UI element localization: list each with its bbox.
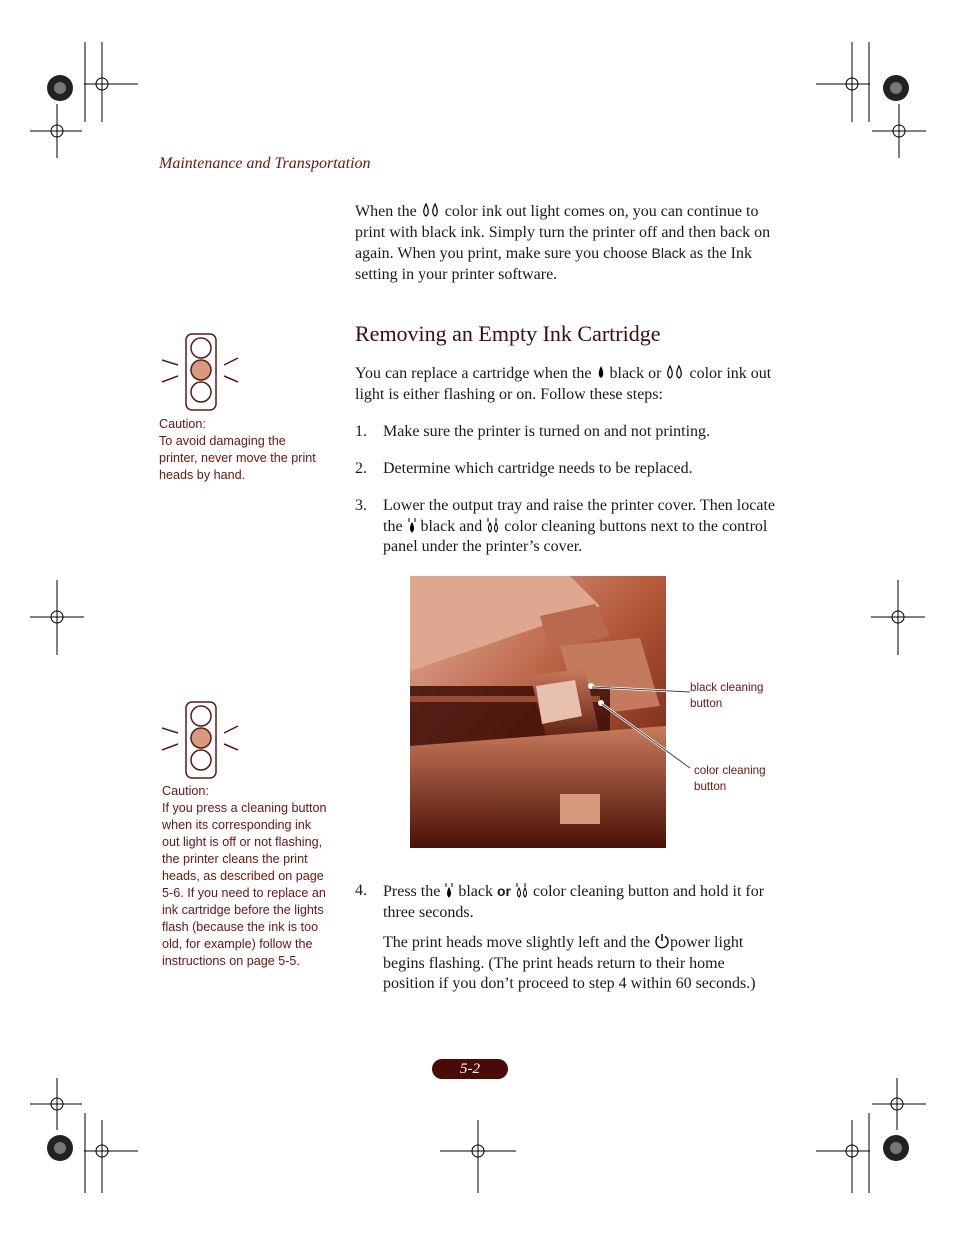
lead-text-2: black or	[609, 365, 662, 382]
caution-label: Caution:	[159, 417, 206, 431]
step-text-emphasis: or	[496, 883, 511, 899]
black-cleaning-icon	[444, 882, 454, 898]
step-number: 3.	[355, 497, 367, 514]
lead-paragraph	[355, 364, 775, 405]
step-text: Make sure the printer is turned on and not printing.	[383, 423, 711, 440]
color-ink-drops-icon	[665, 364, 685, 380]
color-ink-drops-icon	[421, 202, 441, 218]
step-text-part: Lower the output tray and raise the printer cover. Then locate the	[383, 497, 775, 535]
step-4-followup	[383, 933, 775, 995]
power-icon	[654, 933, 670, 949]
black-cleaning-icon	[407, 517, 417, 533]
step-text-part: black	[458, 883, 493, 900]
step-text-part: color cleaning button and hold it for three seconds.	[383, 883, 765, 921]
followup-text-1: The print heads move slightly left and the	[383, 934, 651, 951]
callout-leader-lines	[590, 682, 695, 772]
caution-text: If you press a cleaning button when its corresponding ink out light is off or not flashing, the printer cleans the print heads, as described on page 5-6. If you need to replace an ink cartridge before the lights flash (because the ink is too old, for example) follow the instructions on page 5-5.	[162, 801, 327, 968]
step-text	[383, 496, 775, 558]
intro-text-1: When the	[355, 203, 417, 220]
intro-text-2: color ink out light comes on, you can continue to print with black ink. Simply turn the printer off and then back on again. When you print, make sure you choose	[355, 203, 771, 262]
color-cleaning-icon	[486, 517, 500, 533]
ink-setting-value: Black	[651, 245, 686, 261]
caution-note-1	[159, 416, 324, 484]
color-cleaning-icon	[515, 882, 529, 898]
page-number-badge: 5-2	[432, 1059, 508, 1079]
step-number: 2.	[355, 460, 367, 477]
black-ink-drop-icon	[596, 364, 606, 380]
step-number: 4.	[355, 882, 367, 899]
intro-paragraph	[355, 202, 775, 285]
step-text	[383, 881, 775, 923]
step-text-part: Press the	[383, 883, 441, 900]
color-cleaning-button-callout: color cleaning button	[694, 764, 766, 793]
running-header: Maintenance and Transportation	[159, 155, 371, 172]
traffic-light-caution-icon	[160, 332, 240, 414]
lead-text-3: color ink out light is either flashing or on. Follow these steps:	[355, 365, 772, 403]
lead-text-1: You can replace a cartridge when the	[355, 365, 592, 382]
traffic-light-caution-icon	[160, 700, 240, 782]
followup-text-2: power light begins flashing. (The print heads return to their home position if you don’t proceed to step 4 within 60 seconds.)	[383, 934, 756, 992]
black-cleaning-button-callout: black cleaning button	[690, 681, 764, 710]
step-text: Determine which cartridge needs to be replaced.	[383, 460, 693, 477]
caution-note-2	[162, 783, 327, 970]
step-text-part: color cleaning buttons next to the control panel under the printer’s cover.	[383, 517, 768, 555]
step-number: 1.	[355, 423, 367, 440]
step-text-part: black and	[420, 517, 483, 535]
caution-label: Caution:	[162, 784, 209, 798]
intro-text-3: as the Ink setting in your printer software.	[355, 245, 752, 283]
section-heading: Removing an Empty Ink Cartridge	[355, 321, 661, 346]
caution-text: To avoid damaging the printer, never move the print heads by hand.	[159, 434, 316, 482]
